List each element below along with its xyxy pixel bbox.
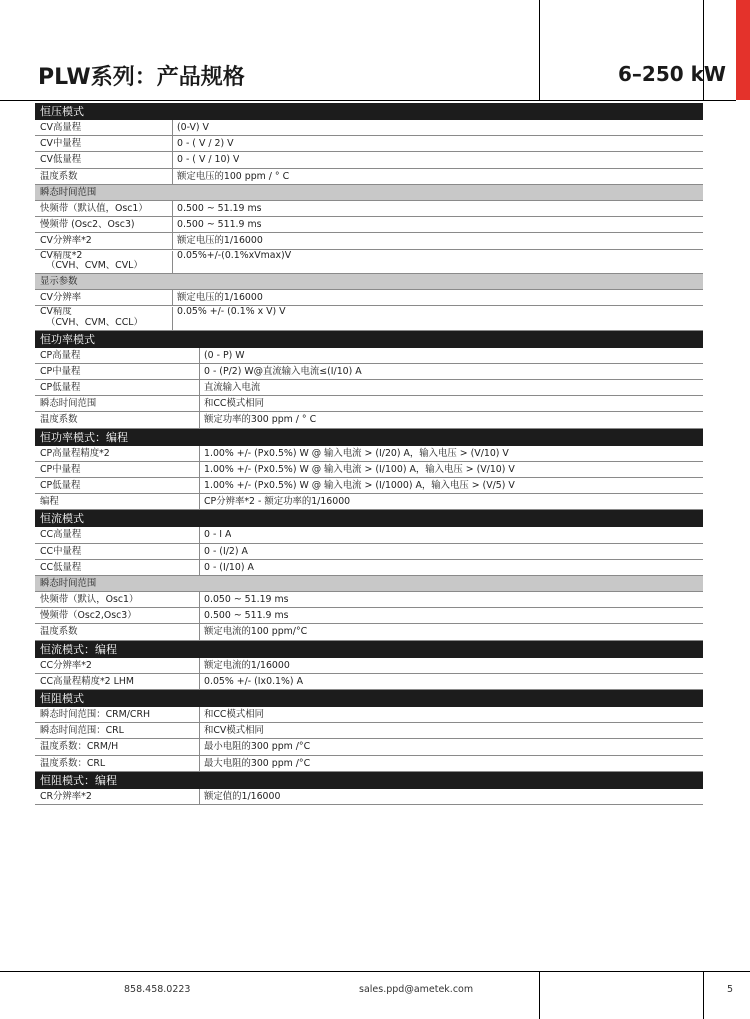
- param-label: CC高量程: [40, 529, 82, 541]
- section-header: 恒流模式：编程: [35, 641, 703, 658]
- section-header: 恒功率模式：编程: [35, 429, 703, 446]
- table-row: [35, 396, 703, 412]
- param-label: 瞬态时间范围：CRL: [40, 725, 124, 737]
- param-label: CV分辨率*2: [40, 235, 92, 247]
- param-cell: [35, 592, 200, 607]
- param-label: CR分辨率*2: [40, 790, 92, 802]
- param-cell: [35, 201, 173, 216]
- param-label: CV精度: [40, 307, 72, 318]
- param-cell: [35, 707, 200, 722]
- section-header: 恒阻模式: [35, 690, 703, 707]
- value-cell: 最大电阻的300 ppm /°C: [204, 757, 311, 769]
- spec-section: [35, 429, 703, 511]
- value-cell: 额定电压的1/16000: [177, 292, 263, 304]
- param-sublabel: （CVH、CVM、CCL）: [46, 316, 143, 328]
- param-cell: [35, 544, 200, 559]
- value-cell: 和CV模式相同: [204, 725, 264, 737]
- table-row: [35, 560, 703, 576]
- table-row: [35, 658, 703, 674]
- table-row: [35, 544, 703, 560]
- param-label: 快频带（默认值，Osc1）: [40, 202, 148, 214]
- param-cell: [35, 348, 200, 363]
- param-cell: [35, 789, 200, 804]
- spec-table: [35, 103, 703, 805]
- param-cell: [35, 739, 200, 754]
- table-row: [35, 217, 703, 233]
- table-row: [35, 120, 703, 136]
- value-cell: 额定电压的1/16000: [177, 235, 263, 247]
- param-cell: [35, 217, 173, 232]
- param-label: 瞬态时间范围：CRM/CRH: [40, 709, 151, 721]
- table-row: [35, 707, 703, 723]
- param-cell: [35, 674, 200, 689]
- param-cell: [35, 756, 200, 771]
- value-cell: 0 - (P/2) W@直流输入电流≤(I/10) A: [204, 365, 362, 377]
- param-cell: [35, 169, 173, 184]
- param-cell: [35, 364, 200, 379]
- header-rule: [0, 100, 736, 101]
- footer-phone: 858.458.0223: [124, 984, 191, 995]
- table-row: [35, 756, 703, 772]
- param-cell: [35, 560, 200, 575]
- value-cell: 额定值的1/16000: [204, 790, 281, 802]
- table-row: [35, 462, 703, 478]
- param-label: CV分辨率: [40, 292, 82, 304]
- value-cell: 0 - I A: [204, 529, 232, 541]
- value-cell: CP分辨率*2 - 额定功率的1/16000: [204, 496, 351, 508]
- value-cell: 直流输入电流: [204, 382, 261, 394]
- spec-section: [35, 690, 703, 772]
- section-header: 恒流模式: [35, 510, 703, 527]
- value-cell: 0 - (I/2) A: [204, 545, 248, 557]
- param-cell: [35, 527, 200, 542]
- param-label: 温度系数：CRL: [40, 757, 106, 769]
- param-cell: [35, 658, 200, 673]
- table-row: [35, 446, 703, 462]
- param-cell: [35, 152, 173, 167]
- value-cell: 0.500 ~ 511.9 ms: [177, 219, 262, 231]
- param-label: CP中量程: [40, 365, 81, 377]
- table-row: [35, 136, 703, 152]
- subsection-header: 瞬态时间范围: [35, 185, 703, 201]
- power-range: 6–250 kW: [618, 62, 726, 86]
- spec-section: [35, 103, 703, 331]
- section-header: 恒功率模式: [35, 331, 703, 348]
- param-cell: [35, 608, 200, 623]
- spec-section: [35, 510, 703, 640]
- table-row: [35, 152, 703, 168]
- param-cell: [35, 723, 200, 738]
- value-cell: 0 - ( V / 2) V: [177, 138, 234, 150]
- param-label: CP中量程: [40, 463, 81, 475]
- table-row: [35, 739, 703, 755]
- section-header: 恒阻模式：编程: [35, 772, 703, 789]
- param-cell: [35, 446, 200, 461]
- value-cell: 额定电流的100 ppm/°C: [204, 626, 308, 638]
- spec-section: [35, 331, 703, 429]
- subsection-header: 瞬态时间范围: [35, 576, 703, 592]
- value-cell: 额定电流的1/16000: [204, 659, 290, 671]
- value-cell: 0.500 ~ 511.9 ms: [204, 610, 289, 622]
- table-row: [35, 674, 703, 690]
- param-label: CC中量程: [40, 545, 82, 557]
- value-cell: (0-V) V: [177, 122, 209, 133]
- table-row: [35, 412, 703, 428]
- param-label: CV中量程: [40, 138, 82, 150]
- section-header: 恒压模式: [35, 103, 703, 120]
- table-row: [35, 348, 703, 364]
- param-label: CV低量程: [40, 154, 82, 166]
- value-cell: 1.00% +/- (Px0.5%) W @ 输入电流 > (I/20) A，输入电压 > (V/10) V: [204, 447, 509, 459]
- value-cell: 0.05%+/-(0.1%xVmax)V: [177, 250, 292, 261]
- param-cell: [35, 307, 173, 329]
- param-sublabel: （CVH、CVM、CVL）: [46, 260, 143, 271]
- table-row: [35, 608, 703, 624]
- param-label: CV高量程: [40, 122, 82, 133]
- table-row: [35, 290, 703, 306]
- param-label: 温度系数: [40, 626, 78, 638]
- page-title: PLW系列：产品规格: [38, 65, 245, 90]
- value-cell: (0 - P) W: [204, 349, 245, 361]
- table-row: [35, 592, 703, 608]
- footer-rule: [0, 971, 750, 972]
- param-label: CP低量程: [40, 479, 81, 491]
- footer-page-number: 5: [727, 984, 734, 995]
- value-cell: 最小电阻的300 ppm /°C: [204, 741, 311, 753]
- subsection-header: 显示参数: [35, 274, 703, 290]
- accent-tab: [736, 0, 750, 100]
- value-cell: 0 - ( V / 10) V: [177, 154, 240, 166]
- param-cell: [35, 412, 200, 427]
- param-cell: [35, 380, 200, 395]
- value-cell: 和CC模式相同: [204, 709, 264, 721]
- param-cell: [35, 624, 200, 639]
- param-cell: [35, 396, 200, 411]
- top-frame-line-left: [539, 0, 540, 100]
- table-row: [35, 250, 703, 274]
- param-cell: [35, 494, 200, 509]
- param-label: CP高量程: [40, 349, 81, 361]
- param-label: 慢频带（Osc2,Osc3）: [40, 610, 137, 622]
- param-label: CP低量程: [40, 382, 81, 394]
- param-cell: [35, 462, 200, 477]
- table-row: [35, 527, 703, 543]
- value-cell: 0 - (I/10) A: [204, 561, 254, 573]
- param-label: 编程: [40, 496, 59, 508]
- param-cell: [35, 478, 200, 493]
- param-cell: [35, 251, 173, 273]
- table-row: [35, 201, 703, 217]
- param-label: CV精度*2: [40, 250, 83, 261]
- param-label: 温度系数: [40, 170, 78, 182]
- table-row: [35, 478, 703, 494]
- value-cell: 额定功率的300 ppm / ° C: [204, 414, 317, 426]
- param-label: 慢频带 (Osc2、Osc3): [40, 219, 135, 231]
- table-row: [35, 624, 703, 640]
- param-cell: [35, 136, 173, 151]
- table-row: [35, 169, 703, 185]
- value-cell: 0.05% +/- (0.1% x V) V: [177, 307, 286, 318]
- param-label: 快频带（默认，Osc1）: [40, 594, 139, 606]
- value-cell: 1.00% +/- (Px0.5%) W @ 输入电流 > (I/1000) A，输入电压 > (V/5) V: [204, 479, 515, 491]
- param-label: CC低量程: [40, 561, 82, 573]
- param-cell: [35, 233, 173, 248]
- param-label: 温度系数：CRM/H: [40, 741, 119, 753]
- value-cell: 0.500 ~ 51.19 ms: [177, 202, 262, 214]
- param-label: 瞬态时间范围: [40, 398, 97, 410]
- bottom-frame-line-right: [703, 972, 704, 1019]
- table-row: [35, 364, 703, 380]
- table-row: [35, 306, 703, 330]
- param-label: 温度系数: [40, 414, 78, 426]
- param-label: CC高量程精度*2 LHM: [40, 675, 134, 687]
- spec-section: [35, 641, 703, 690]
- param-label: CC分辨率*2: [40, 659, 92, 671]
- param-cell: [35, 290, 173, 305]
- param-cell: [35, 120, 173, 135]
- value-cell: 和CC模式相同: [204, 398, 264, 410]
- value-cell: 1.00% +/- (Px0.5%) W @ 输入电流 > (I/100) A，输入电压 > (V/10) V: [204, 463, 515, 475]
- table-row: [35, 233, 703, 249]
- table-row: [35, 494, 703, 510]
- table-row: [35, 380, 703, 396]
- table-row: [35, 723, 703, 739]
- value-cell: 0.050 ~ 51.19 ms: [204, 594, 289, 606]
- bottom-frame-line-left: [539, 972, 540, 1019]
- spec-section: [35, 772, 703, 805]
- footer-email: sales.ppd@ametek.com: [359, 984, 474, 995]
- value-cell: 0.05% +/- (Ix0.1%) A: [204, 675, 303, 687]
- param-label: CP高量程精度*2: [40, 447, 110, 459]
- table-row: [35, 789, 703, 805]
- value-cell: 额定电压的100 ppm / ° C: [177, 170, 290, 182]
